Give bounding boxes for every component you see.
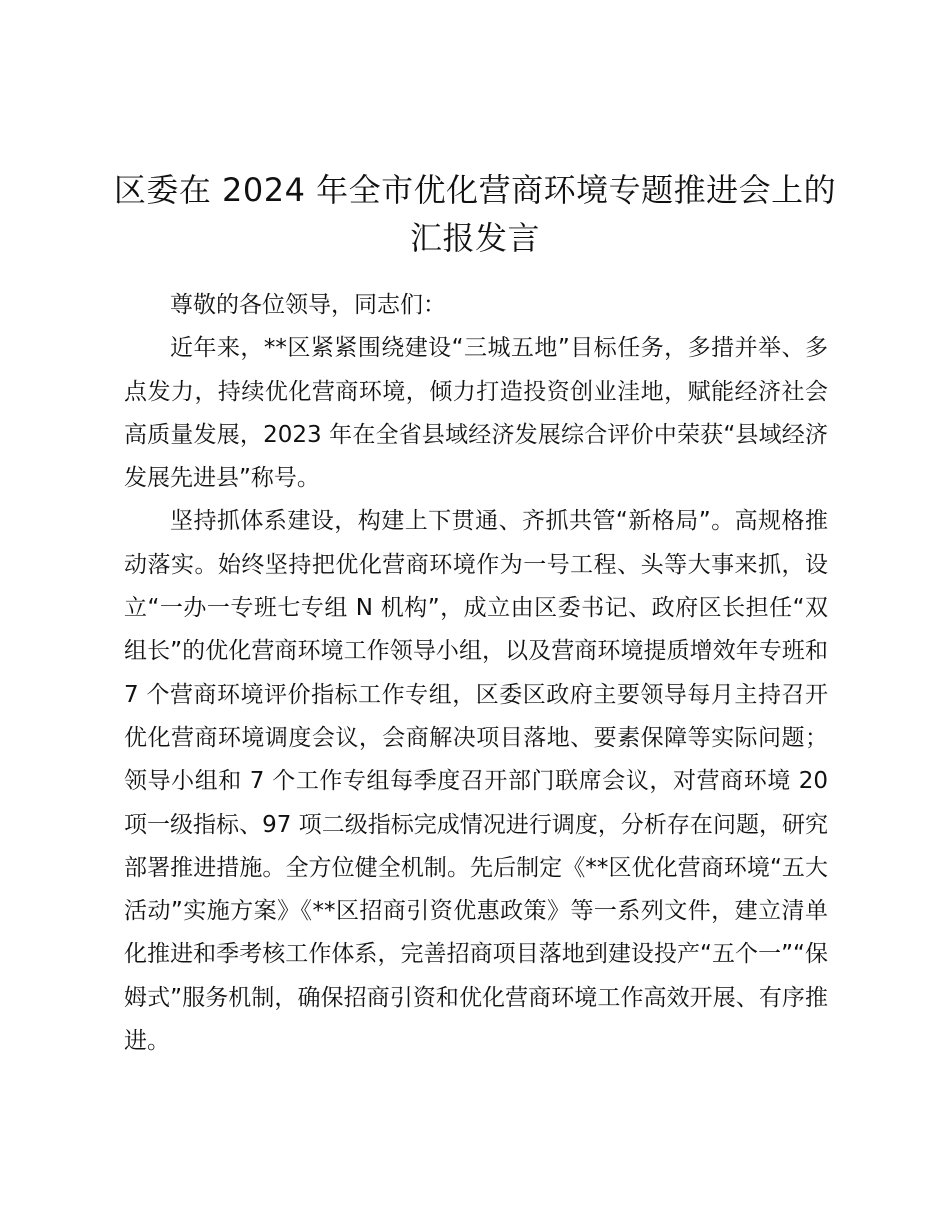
paragraph-system-building: 坚持抓体系建设，构建上下贯通、齐抓共管“新格局”。高规格推动落实。始终坚持把优化营商环境作为一号工程、头等大事来抓，设立“一办一专班七专组 N 机构”，成立由区委书记、政府区长担任“双组长”的优化营商环境工作领导小组，以及营商环境提质增效年专班和 7 个营商环境评价指标工作专组，区委区政府主要领导每月主持召开优化营商环境调度会议，会商解决项目落地、要素保障等实际问题；领导小组和 7 个工作专组每季度召开部门联席会议，对营商环境 20 项一级指标、97 项二级指标完成情况进行调度，分析存在问题，研究部署推进措施。全方位健全机制。先后制定《**区优化营商环境“五大活动”实施方案》《**区招商引资优惠政策》等一系列文件，建立清单化推进和季考核工作体系，完善招商项目落地到建设投产“五个一”“保姆式”服务机制，确保招商引资和优化营商环境工作高效开展、有序推进。 — [124, 508, 828, 1055]
document-body — [124, 284, 828, 1063]
paragraph-intro: 近年来，**区紧紧围绕建设“三城五地”目标任务，多措并举、多点发力，持续优化营商环境，倾力打造投资创业洼地，赋能经济社会高质量发展，2023 年在全省县域经济发展综合评价中荣获“县域经济发展先进县”称号。 — [124, 335, 828, 492]
salutation: 尊敬的各位领导，同志们： — [170, 292, 446, 318]
document-title: 区委在 2024 年全市优化营商环境专题推进会上的汇报发言 — [113, 171, 837, 257]
